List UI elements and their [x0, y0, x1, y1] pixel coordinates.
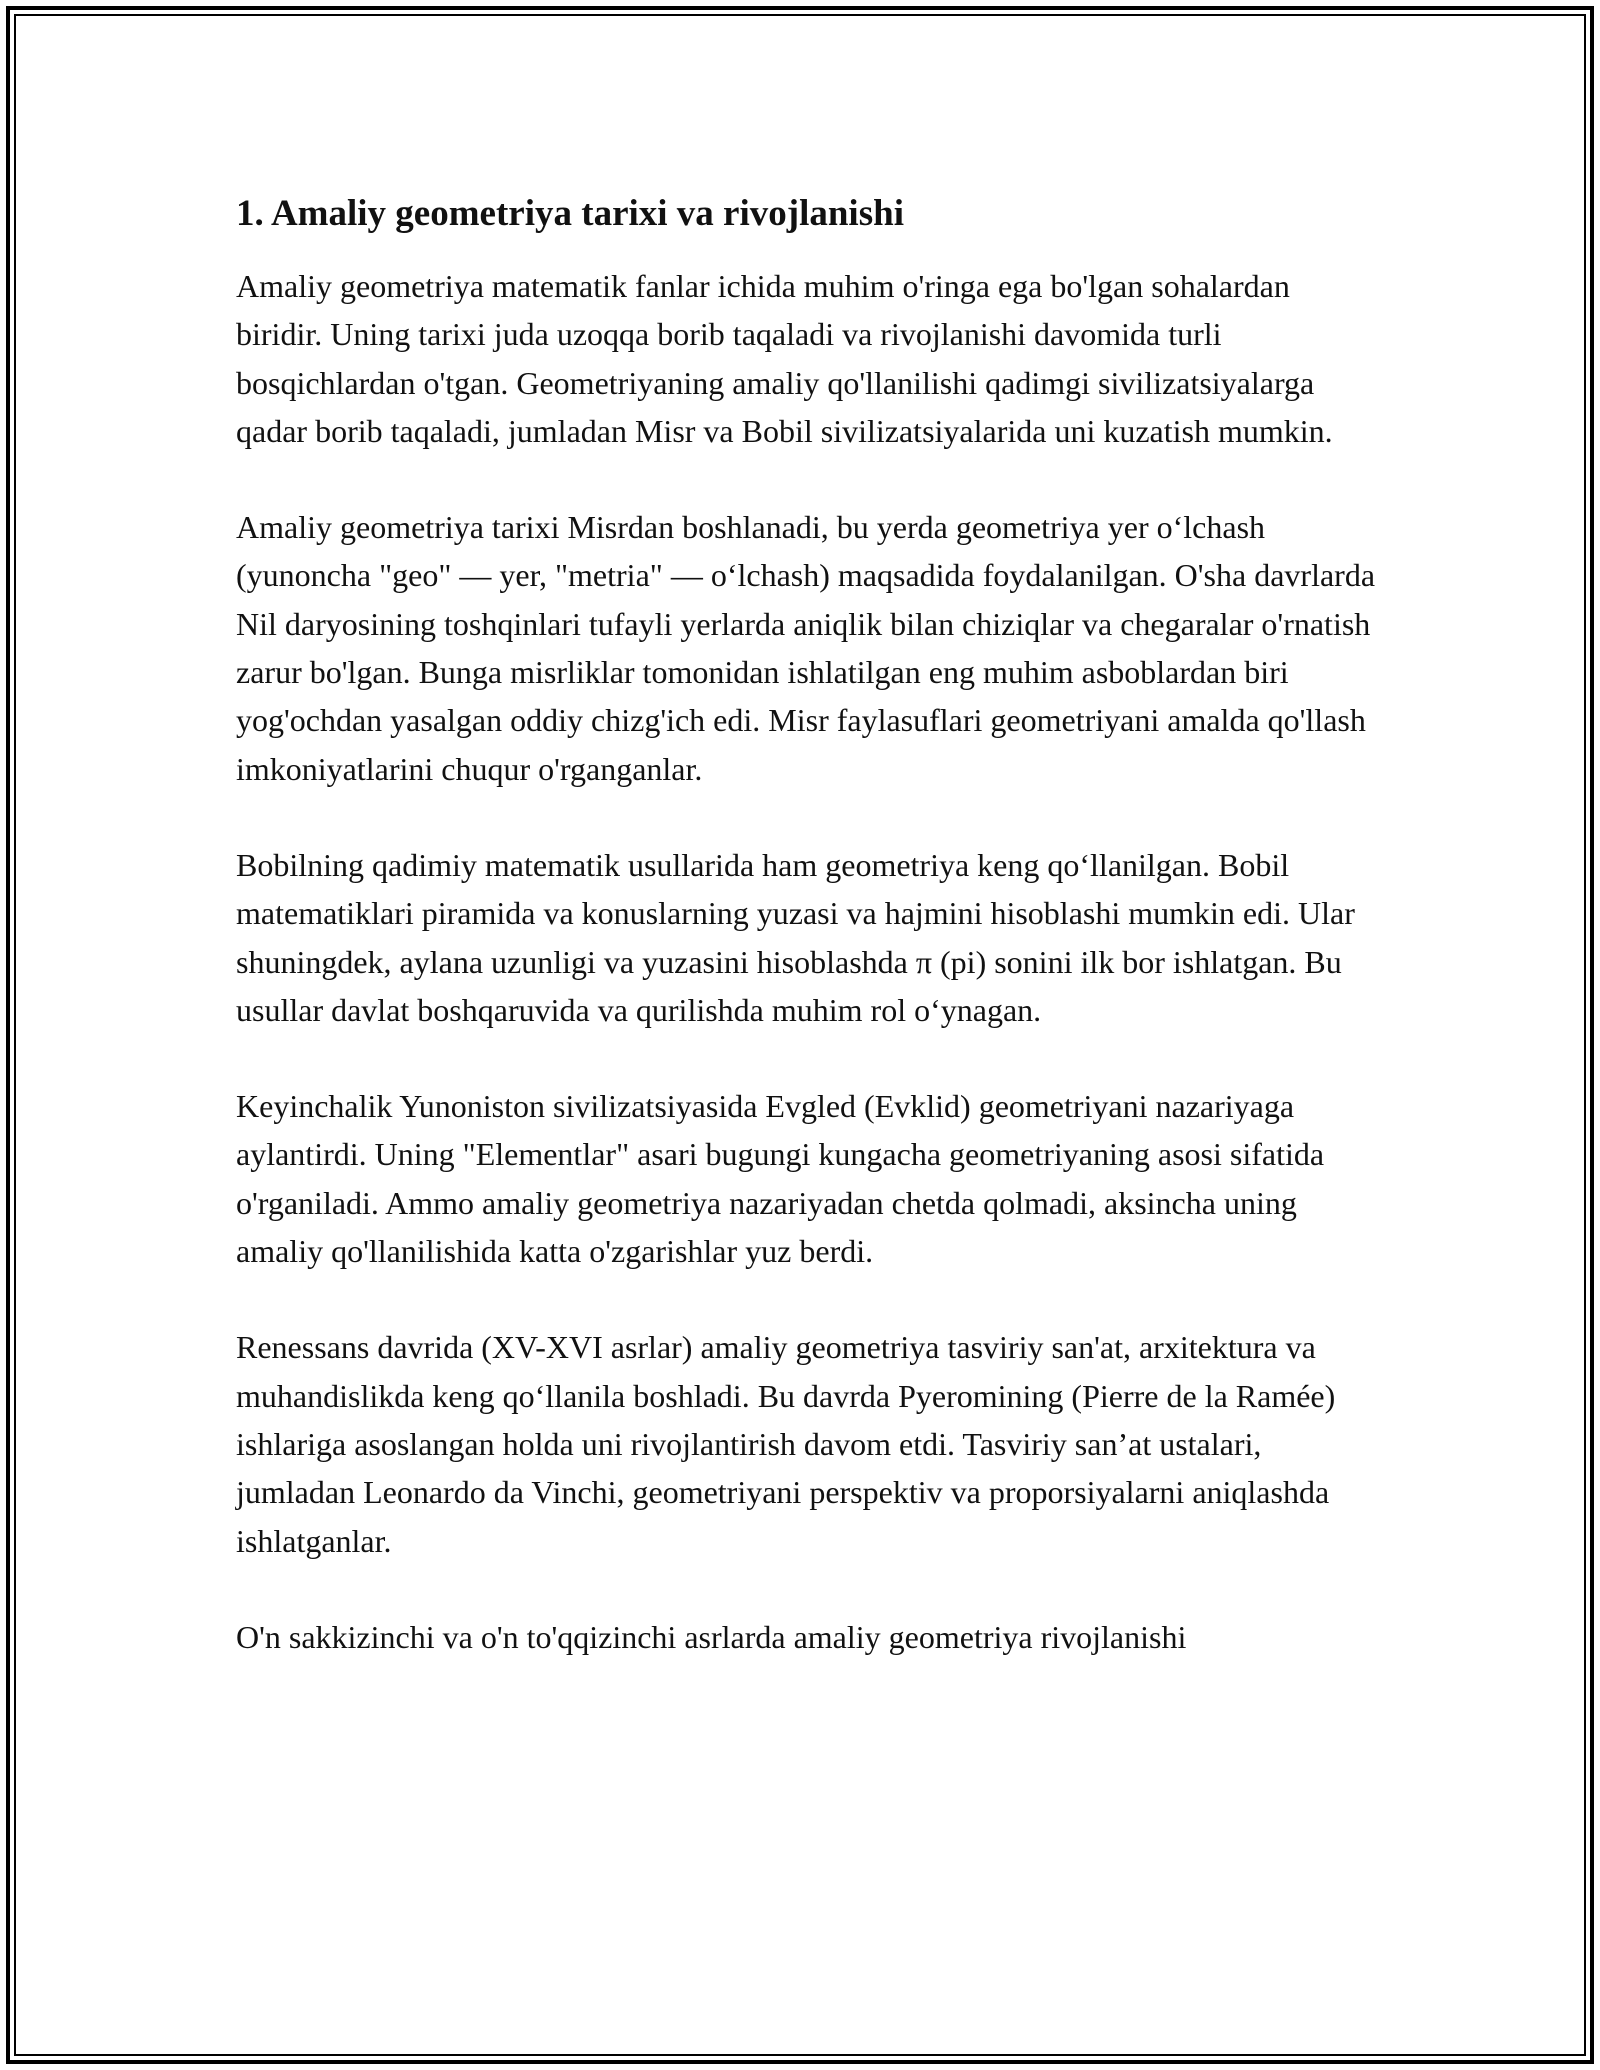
paragraph-3: Bobilning qadimiy matematik usullarida ham geometriya keng qo‘llanilgan. Bobil matematiklari piramida va konuslarning yuzasi va hajmini hisoblashi mumkin edi. Ular shuningdek, aylana uzunligi va yuzasini hisoblashda π (pi) sonini ilk bor ishlatgan. Bu usullar davlat boshqaruvida va qurilishda muhim rol o‘ynagan. [236, 846, 1355, 1028]
paragraph-2: Amaliy geometriya tarixi Misrdan boshlanadi, bu yerda geometriya yer o‘lchash (yunoncha "geo" — yer, "metria" — o‘lchash) maqsadida foydalanilgan. O'sha davrlarda Nil daryosining toshqinlari tufayli yerlarda aniqlik bilan chiziqlar va chegaralar o'rnatish zarur bo'lgan. Bunga misrliklar tomonidan ishlatilgan eng muhim asboblardan biri yog'ochdan yasalgan oddiy chizg'ich edi. Misr faylasuflari geometriyani amalda qo'llash imkoniyatlarini chuqur o'rganganlar. [236, 509, 1376, 787]
document-body [236, 188, 1376, 1709]
paragraph-1: Amaliy geometriya matematik fanlar ichida muhim o'ringa ega bo'lgan sohalardan biridir. Uning tarixi juda uzoqqa borib taqaladi va rivojlanishi davomida turli bosqichlardan o'tgan. Geometriyaning amaliy qo'llanilishi qadimgi sivilizatsiyalarga qadar borib taqaladi, jumladan Misr va Bobil sivilizatsiyalarida uni kuzatish mumkin. [236, 268, 1333, 449]
paragraph-5: Renessans davrida (XV-XVI asrlar) amaliy geometriya tasviriy san'at, arxitektura va muhandislikda keng qo‘llanila boshladi. Bu davrda Pyeromining (Pierre de la Ramée) ishlariga asoslangan holda uni rivojlantirish davom etdi. Tasviriy san’at ustalari, jumladan Leonardo da Vinchi, geometriyani perspektiv va proporsiyalarni aniqlashda ishlatganlar. [236, 1329, 1336, 1559]
paragraph-6: O'n sakkizinchi va o'n to'qqizinchi asrlarda amaliy geometriya rivojlanishi [236, 1618, 1187, 1655]
section-heading: 1. Amaliy geometriya tarixi va rivojlanishi [236, 193, 904, 234]
paragraph-4: Keyinchalik Yunoniston sivilizatsiyasida Evgled (Evklid) geometriyani nazariyaga aylantirdi. Uning "Elementlar" asari bugungi kungacha geometriyaning asosi sifatida o'rganiladi. Ammo amaliy geometriya nazariyadan chetda qolmadi, aksincha uning amaliy qo'llanilishida katta o'zgarishlar yuz berdi. [236, 1088, 1325, 1270]
